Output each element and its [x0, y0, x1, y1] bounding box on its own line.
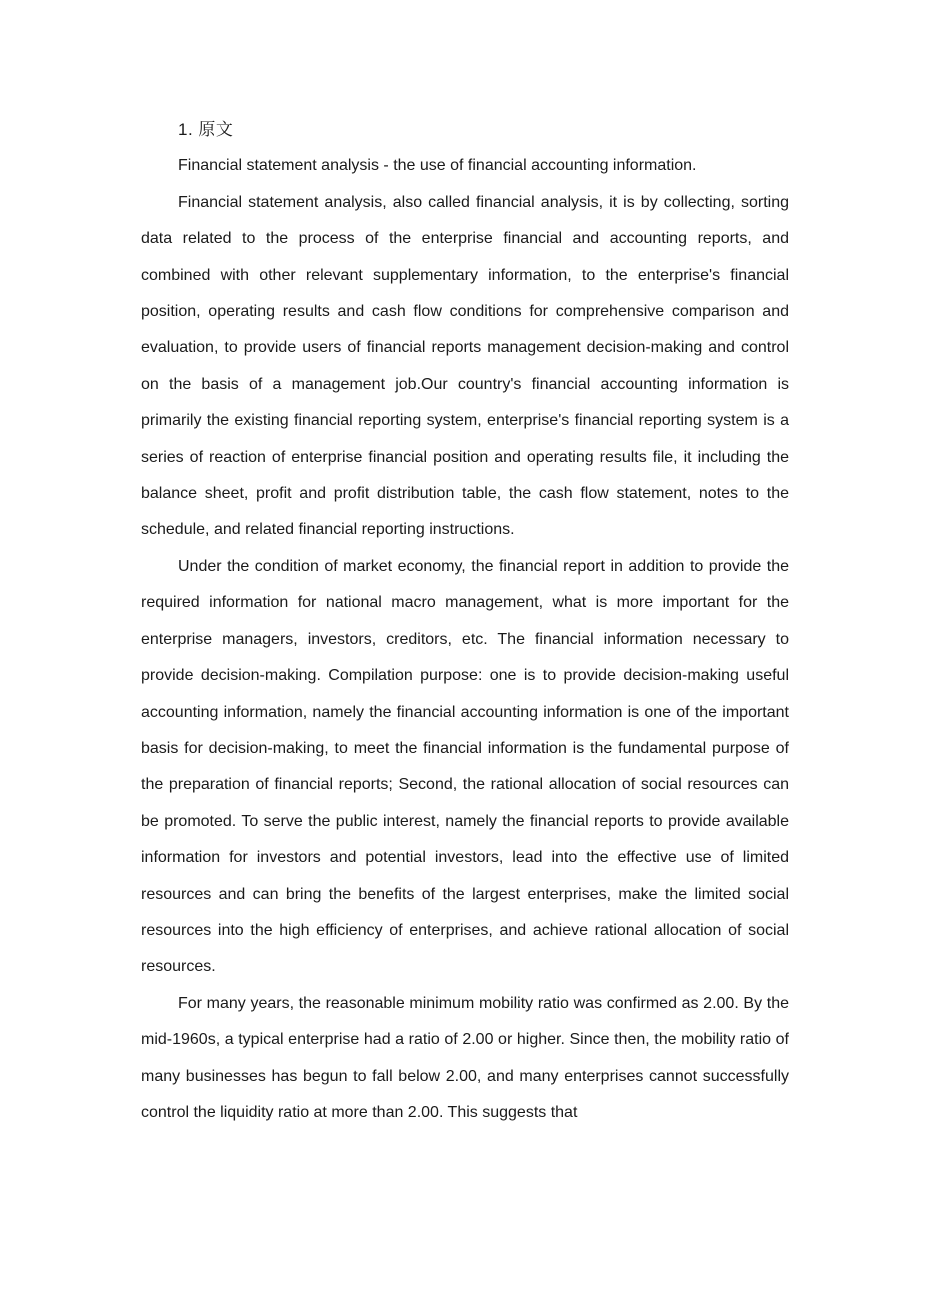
section-heading: 1. 原文 — [178, 120, 234, 139]
article-title: Financial statement analysis - the use of financial accounting information. — [178, 157, 697, 175]
document-page — [141, 112, 789, 1131]
paragraph-2: Under the condition of market economy, the financial report in addition to provide the required information for national macro management, what is more important for the enterprise managers, investors, creditors, etc. The financial information necessary to provide decision-making. Compilation purpose: one is to provide decision-making useful accounting information, namely the financial accounting information is one of the important basis for decision-making, to meet the financial information is the fundamental purpose of the preparation of financial reports; Second, the rational allocation of social resources can be promoted. To serve the public interest, namely the financial reports to provide available information for investors and potential investors, lead into the effective use of limited resources and can bring the benefits of the largest enterprises, make the limited social resources into the high efficiency of enterprises, and achieve rational allocation of social resources. — [141, 557, 789, 976]
paragraph-1: Financial statement analysis, also called financial analysis, it is by collecting, sorting data related to the process of the enterprise financial and accounting reports, and combined with other relevant supplementary information, to the enterprise's financial position, operating results and cash flow conditions for comprehensive comparison and evaluation, to provide users of financial reports management decision-making and control on the basis of a management job.Our country's financial accounting information is primarily the existing financial reporting system, enterprise's financial reporting system is a series of reaction of enterprise financial position and operating results file, it including the balance sheet, profit and profit distribution table, the cash flow statement, notes to the schedule, and related financial reporting instructions. — [141, 193, 789, 539]
paragraph-3: For many years, the reasonable minimum mobility ratio was confirmed as 2.00. By the mid-1960s, a typical enterprise had a ratio of 2.00 or higher. Since then, the mobility ratio of many businesses has begun to fall below 2.00, and many enterprises cannot successfully control the liquidity ratio at more than 2.00. This suggests that — [141, 994, 789, 1121]
